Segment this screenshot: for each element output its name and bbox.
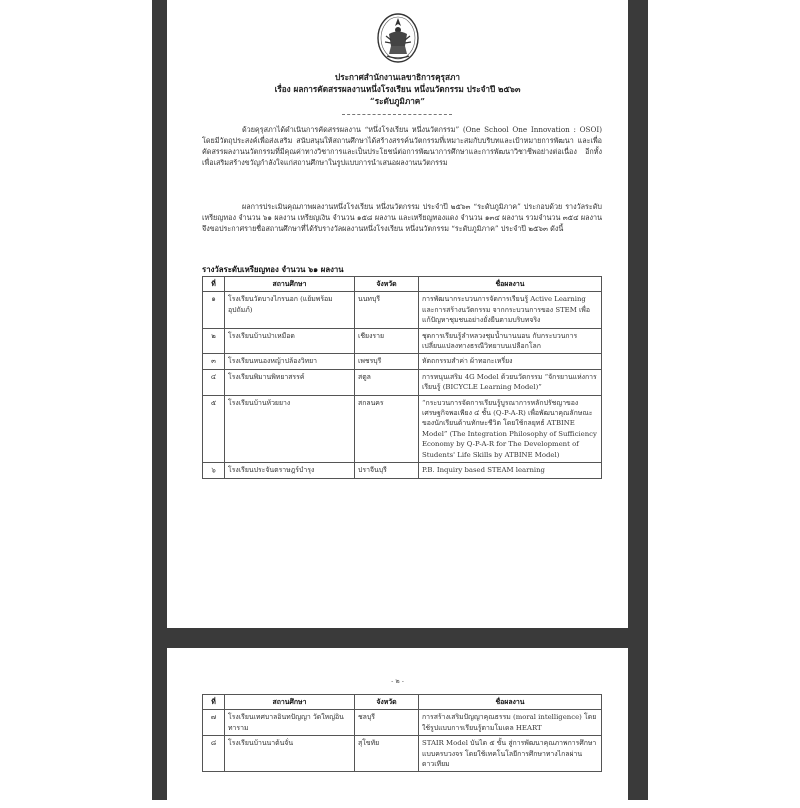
row-no: ๑ [203, 292, 225, 328]
kurusapha-emblem-logo [375, 12, 421, 64]
header-province: จังหวัด [355, 277, 419, 292]
announcement-subject: เรื่อง ผลการคัดสรรผลงานหนึ่งโรงเรียน หนึ่งนวัตกรรม ประจำปี ๒๕๖๓ [274, 84, 521, 94]
header-divider [342, 114, 452, 115]
header-province: จังหวัด [355, 695, 419, 710]
header-work: ชื่อผลงาน [419, 277, 602, 292]
row-work: หัตถกรรมสำค่า ผ้าทอกะเหรี่ยง [419, 354, 602, 369]
row-work: “กระบวนการจัดการเรียนรู้บูรณาการหลักปรัชญาของเศรษฐกิจพอเพียง ๔ ชั้น (Q-P-A-R) เพื่อพัฒนาคุณลักษณะของนักเรียนด้านทักษะชีวิต โดยใช้กลยุทธ์ ATBINE Model” (The Integration Philosophy of Sufficiency Economy by Q-P-A-R for The Development of Students' Life Skills by ATBINE Model) [419, 395, 602, 462]
body-paragraph-2 [202, 202, 602, 235]
row-province: สตูล [355, 369, 419, 395]
row-no: ๗ [203, 710, 225, 736]
row-school: โรงเรียนบ้านนาต้นจั่น [225, 736, 355, 772]
row-work: STAIR Model บันได ๕ ขั้น สู่การพัฒนาคุณภาพการศึกษาแบบครบวงจร โดยใช้เทคโนโลยีการศึกษาทางไกลผ่านดาวเทียม [419, 736, 602, 772]
row-province: เพชรบุรี [355, 354, 419, 369]
table-row [203, 328, 602, 354]
row-no: ๔ [203, 369, 225, 395]
row-no: ๕ [203, 395, 225, 462]
row-school: โรงเรียนพิมานพิทยาสรรค์ [225, 369, 355, 395]
header-work: ชื่อผลงาน [419, 695, 602, 710]
table-header-row [203, 277, 602, 292]
row-province: เชียงราย [355, 328, 419, 354]
row-school: โรงเรียนเทศบาลอินทปัญญา วัดใหญ่อินทาราม [225, 710, 355, 736]
row-province: ปราจีนบุรี [355, 463, 419, 478]
page-number: - ๒ - [391, 677, 404, 685]
header-no: ที่ [203, 277, 225, 292]
table-row [203, 354, 602, 369]
row-province: สกลนคร [355, 395, 419, 462]
row-province: สุโขทัย [355, 736, 419, 772]
row-no: ๘ [203, 736, 225, 772]
table-row [203, 710, 602, 736]
paragraph-2-text: ผลการประเมินคุณภาพผลงานหนึ่งโรงเรียน หนึ่งนวัตกรรม ประจำปี ๒๕๖๓ “ระดับภูมิภาค” ประกอบด้วย รางวัลระดับเหรียญทอง จำนวน ๖๑ ผลงาน เหรียญเงิน จำนวน ๑๕๘ ผลงาน และเหรียญทองแดง จำนวน ๑๓๔ ผลงาน รวมจำนวน ๓๕๔ ผลงาน จึงขอประกาศรายชื่อสถานศึกษาที่ได้รับรางวัลผลงานหนึ่งโรงเรียน หนึ่งนวัตกรรม “ระดับภูมิภาค” ประจำปี ๒๕๖๓ ดังนี้ [202, 202, 602, 233]
header-school: สถานศึกษา [225, 277, 355, 292]
gold-award-table-continued [202, 694, 602, 772]
row-work: P.B. Inquiry based STEAM learning [419, 463, 602, 478]
paragraph-1-text: ด้วยคุรุสภาได้ดำเนินการคัดสรรผลงาน “หนึ่งโรงเรียน หนึ่งนวัตกรรม” (One School One Innovation : OSOI) โดยมีวัตถุประสงค์เพื่อส่งเสริม สนับสนุนให้สถานศึกษาได้สร้างสรรค์นวัตกรรมที่เหมาะสมกับบริบทและเป้าหมายการพัฒนา และเพื่อคัดสรรผลงานนวัตกรรมที่มีคุณค่าทางวิชาการและเป็นประโยชน์ต่อการพัฒนาการศึกษาและการพัฒนาวิชาชีพอย่างต่อเนื่อง อีกทั้งเพื่อเสริมสร้างขวัญกำลังใจแก่สถานศึกษาในรูปแบบการนำเสนอผลงานนวัตกรรม [202, 125, 602, 167]
announcement-level: “ระดับภูมิภาค” [370, 96, 425, 106]
table-row [203, 292, 602, 328]
row-school: โรงเรียนบ้านห้วยยาง [225, 395, 355, 462]
announcement-title: ประกาศสำนักงานเลขาธิการคุรุสภา [335, 72, 460, 82]
table-row [203, 736, 602, 772]
header-school: สถานศึกษา [225, 695, 355, 710]
row-work: การสร้างเสริมปัญญาคุณธรรม (moral intelligence) โดยใช้รูปแบบการเรียนรู้ตามโมเดล HEART [419, 710, 602, 736]
row-school: โรงเรียนบ้านป่าเหมือด [225, 328, 355, 354]
gold-award-heading: รางวัลระดับเหรียญทอง จำนวน ๖๑ ผลงาน [202, 265, 344, 274]
document-page-2 [167, 648, 628, 808]
row-school: โรงเรียนหนองหญ้าปล้องวิทยา [225, 354, 355, 369]
table-row [203, 369, 602, 395]
table-row [203, 395, 602, 462]
table-header-row [203, 695, 602, 710]
row-school: โรงเรียนประจันตราษฎร์บำรุง [225, 463, 355, 478]
row-work: การพัฒนากระบวนการจัดการเรียนรู้ Active Learning และการสร้างนวัตกรรม จากกระบวนการของ STEM เพื่อแก้ปัญหาชุมชนอย่างยั่งยืนตามบริบทจริง [419, 292, 602, 328]
row-no: ๖ [203, 463, 225, 478]
row-school: โรงเรียนวัดบางไกรนอก (แย้มพร้อมอุปถัมภ์) [225, 292, 355, 328]
row-work: ชุดการเรียนรู้ลำหลวงชุมน้ำนานนอน กับกระบวนการเปลี่ยนแปลงทางธรณีวิทยาบนเปลือกโลก [419, 328, 602, 354]
gold-award-table [202, 276, 602, 479]
document-page-1 [167, 0, 628, 628]
row-no: ๓ [203, 354, 225, 369]
header-no: ที่ [203, 695, 225, 710]
table-row [203, 463, 602, 478]
row-province: นนทบุรี [355, 292, 419, 328]
body-paragraph-1 [202, 125, 602, 169]
row-no: ๒ [203, 328, 225, 354]
row-province: ชลบุรี [355, 710, 419, 736]
row-work: การหนุนเสริม 4G Model ด้วยนวัตกรรม “จักรยานแห่งการเรียนรู้ (BICYCLE Learning Model)” [419, 369, 602, 395]
